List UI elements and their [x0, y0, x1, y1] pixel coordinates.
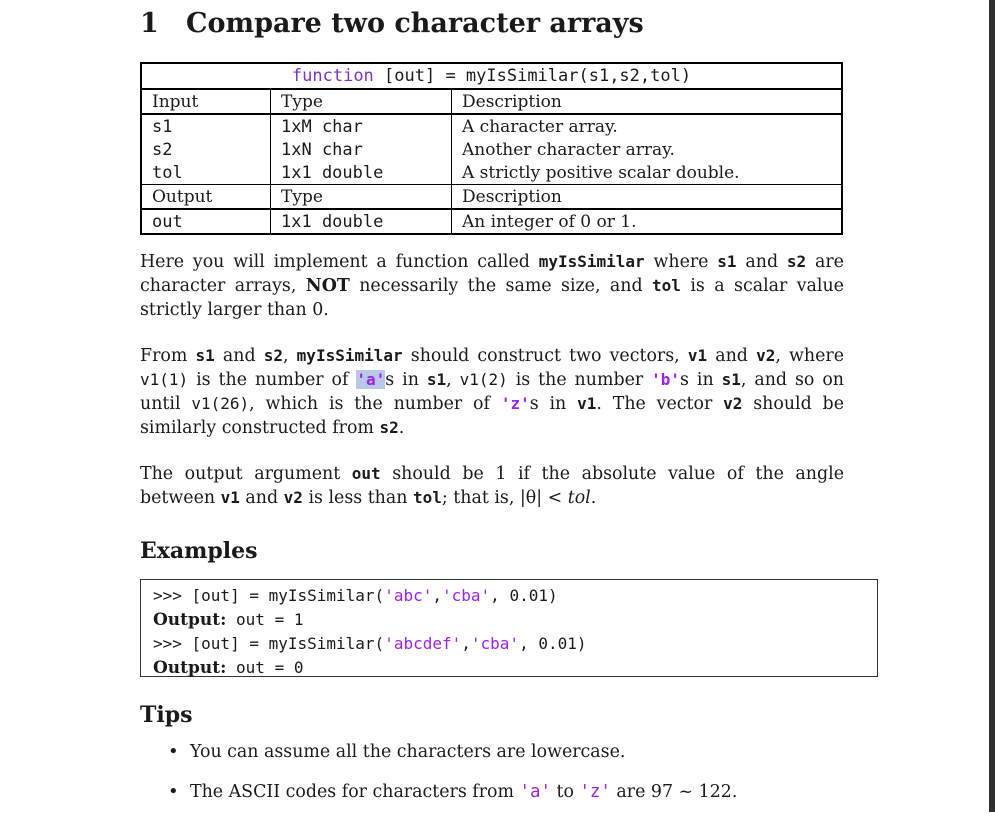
section-number: 1 [140, 8, 159, 39]
output-label: Output: [153, 657, 227, 678]
output-row [141, 209, 842, 234]
description-paragraph-1 [140, 250, 844, 322]
text: , where [775, 346, 844, 366]
var-v1-1: v1(1) [140, 370, 189, 389]
example-output [153, 608, 865, 633]
var-tol: tol [652, 276, 681, 295]
text: s in [680, 370, 722, 390]
text: are 97 ~ 122. [610, 782, 738, 802]
section-title: Compare two character arrays [186, 8, 644, 39]
examples-heading: Examples [140, 538, 258, 564]
input-desc: A strictly positive scalar double. [452, 161, 843, 185]
code-text: , 0.01) [490, 586, 558, 605]
text: and [707, 346, 757, 366]
text: and [239, 488, 284, 508]
var-v2: v2 [756, 346, 776, 365]
text: From [140, 346, 196, 366]
tips-list [168, 740, 737, 820]
string-z: 'z' [500, 394, 530, 413]
code-text: out = 0 [226, 657, 304, 677]
emphasis-not: NOT [305, 276, 350, 296]
var-v1-26: v1(26) [191, 394, 250, 413]
text: , which is the number of [249, 394, 501, 414]
text: to [550, 782, 580, 802]
input-header-name: Input [141, 89, 271, 114]
examples-code-box [140, 579, 878, 677]
output-header-desc: Description [452, 185, 843, 210]
input-header-type: Type [271, 89, 452, 114]
code-string: 'cba' [470, 634, 520, 653]
text: s in [385, 370, 427, 390]
input-name: tol [141, 161, 271, 185]
code-string: 'abcdef' [384, 634, 462, 653]
text: and [214, 346, 264, 366]
viewer-edge-bar[interactable] [989, 0, 995, 812]
var-v1-2: v1(2) [459, 370, 508, 389]
var-v1: v1 [577, 394, 597, 413]
text: . [590, 488, 597, 508]
var-v2: v2 [283, 488, 303, 507]
input-desc: A character array. [452, 114, 843, 138]
text: , [446, 370, 460, 390]
output-name: out [141, 209, 271, 234]
code-text: , [461, 634, 471, 653]
code-text: >>> [out] = myIsSimilar( [153, 634, 385, 653]
input-row [141, 161, 842, 185]
string-b: 'b' [651, 370, 681, 389]
code-text: out = 1 [226, 609, 304, 629]
var-v1: v1 [687, 346, 708, 365]
var-v2: v2 [723, 394, 743, 413]
var-s2: s2 [379, 418, 399, 437]
text: . The vector [596, 394, 724, 414]
text: is a scalar value strictly larger than 0. [140, 276, 844, 320]
text: where [644, 252, 718, 272]
var-v1: v1 [220, 488, 240, 507]
text: are character arrays, [140, 252, 844, 296]
var-out: out [351, 464, 381, 483]
input-desc: Another character array. [452, 138, 843, 161]
text: The output argument [140, 464, 352, 484]
text: should construct two vectors, [402, 346, 688, 366]
output-type: 1x1 double [271, 209, 452, 234]
example-command [153, 632, 865, 656]
string-z: 'z' [579, 782, 611, 802]
input-name: s2 [141, 138, 271, 161]
var-s1: s1 [721, 370, 741, 389]
var-tol: tol [412, 488, 442, 507]
text: You can assume all the characters are lowercase. [190, 742, 626, 762]
input-type: 1x1 double [271, 161, 452, 185]
output-desc: An integer of 0 or 1. [452, 209, 843, 234]
text: is the number [507, 370, 652, 390]
text: is less than [302, 488, 413, 508]
function-name: myIsSimilar [538, 252, 645, 271]
input-header-desc: Description [452, 89, 843, 114]
code-text: , [432, 586, 442, 605]
description-paragraph-3 [140, 462, 844, 510]
text: . [398, 418, 405, 438]
function-name: myIsSimilar [296, 346, 403, 365]
code-text: >>> [out] = myIsSimilar( [153, 586, 385, 605]
input-header-row [141, 89, 842, 114]
text: , and so on until [140, 370, 844, 414]
code-text: , 0.01) [519, 634, 587, 653]
output-header-name: Output [141, 185, 271, 210]
input-type: 1xM char [271, 114, 452, 138]
code-string: 'abc' [384, 586, 433, 605]
text: , [283, 346, 297, 366]
code-string: 'cba' [442, 586, 491, 605]
signature-text: [out] = myIsSimilar(s1,s2,tol) [373, 66, 692, 86]
example-command [153, 584, 865, 608]
section-heading [140, 8, 644, 39]
input-row [141, 114, 842, 138]
var-s1: s1 [717, 252, 737, 271]
output-label: Output: [153, 609, 227, 630]
string-a-selected[interactable]: 'a' [356, 370, 386, 389]
function-keyword: function [291, 66, 374, 86]
input-row [141, 138, 842, 161]
tip-item [168, 740, 737, 780]
output-header-row [141, 185, 842, 210]
example-output [153, 656, 865, 681]
text: and [736, 252, 787, 272]
var-s1: s1 [195, 346, 215, 365]
text: is the number of [188, 370, 357, 390]
output-header-type: Type [271, 185, 452, 210]
text: Here you will implement a function called [140, 252, 539, 272]
tip-item [168, 780, 737, 820]
signature-cell [141, 63, 842, 89]
text: should be similarly constructed from [140, 394, 844, 438]
var-s2: s2 [263, 346, 283, 365]
var-s2: s2 [786, 252, 807, 271]
text: should be 1 if the absolute value of the angle between [140, 464, 844, 508]
text: necessarily the same size, and [349, 276, 653, 296]
input-name: s1 [141, 114, 271, 138]
description-paragraph-2 [140, 344, 844, 440]
signature-row [141, 63, 842, 89]
math-tol: tol [567, 488, 591, 508]
tips-heading: Tips [140, 702, 193, 728]
string-a: 'a' [519, 782, 551, 802]
text: s in [529, 394, 578, 414]
var-s1: s1 [426, 370, 447, 389]
input-type: 1xN char [271, 138, 452, 161]
text: The ASCII codes for characters from [190, 782, 520, 802]
function-signature-table [140, 62, 843, 235]
math-text: ; that is, |θ| < [441, 488, 568, 508]
